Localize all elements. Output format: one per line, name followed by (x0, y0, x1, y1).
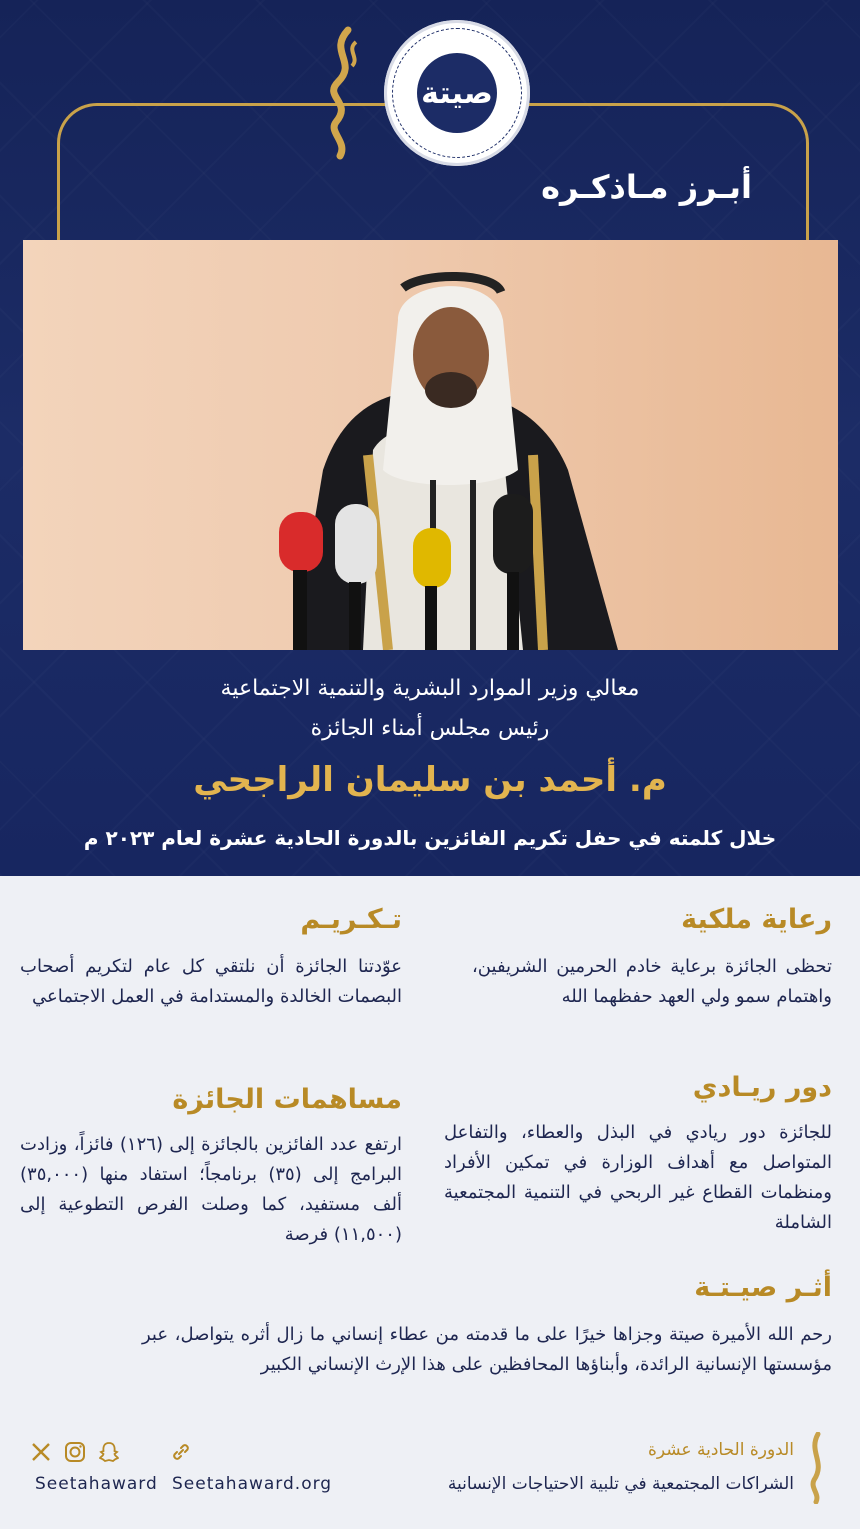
link-icon (170, 1441, 192, 1467)
section-heading: أبـرز مـاذكـره (541, 168, 752, 206)
caption-title: معالي وزير الموارد البشرية والتنمية الاجتماعية (220, 676, 640, 701)
event-description: خلال كلمته في حفل تكريم الفائزين بالدورة الحادية عشرة لعام ٢٠٢٣ م (83, 826, 777, 850)
quill-logo-icon (804, 1432, 830, 1504)
website-link[interactable]: Seetahaward.org (172, 1474, 333, 1494)
foundation-seal-logo (384, 20, 530, 166)
theme-label: الشراكات المجتمعية في تلبية الاحتياجات الإنسانية (447, 1474, 794, 1494)
royal-body: تحظى الجائزة برعاية خادم الحرمين الشريفين، واهتمام سمو ولي العهد حفظهما الله (472, 956, 832, 1007)
honor-body: عوّدتنا الجائزة أن نلتقي كل عام لتكريم أصحاب البصمات الخالدة والمستدامة في العمل الاجتماعي (20, 956, 402, 1007)
caption-role: رئيس مجلس أمناء الجائزة (310, 716, 550, 741)
calligraphy-logo-icon (318, 22, 368, 162)
seal-logo-text: صيتة (417, 53, 497, 133)
instagram-icon[interactable] (64, 1441, 86, 1467)
speaker-name: م. أحمد بن سليمان الراجحي (193, 760, 667, 800)
speaker-photo (23, 240, 838, 650)
contrib-title: مساهمات الجائزة (172, 1084, 402, 1115)
snapchat-icon[interactable] (98, 1441, 120, 1467)
royal-title: رعاية ملكية (681, 904, 832, 935)
leading-title: دور ريـادي (692, 1072, 832, 1103)
speaker-illustration (23, 240, 838, 650)
social-handle[interactable]: Seetahaward (35, 1474, 158, 1494)
leading-body: للجائزة دور ريادي في البذل والعطاء، والتفاعل المتواصل مع أهداف الوزارة في تمكين الأفراد ومنظمات القطاع غير الربحي في التنمية المجتمعية الشاملة (444, 1122, 832, 1233)
legacy-body: رحم الله الأميرة صيتة وجزاها خيرًا على ما قدمته من عطاء إنساني ما زال أثره يتواصل، عبر مؤسستها الإنسانية الرائدة، وأبناؤها المحافظين على هذا الإرث الإنساني الكبير (142, 1324, 832, 1375)
contrib-body: ارتفع عدد الفائزين بالجائزة إلى (١٢٦) فائزاً، وزادت البرامج إلى (٣٥) برنامجاً؛ استفاد منها (٣٥,٠٠٠) ألف مستفيد، كما وصلت الفرص التطوعية إلى (١١,٥٠٠) فرصة (20, 1134, 402, 1245)
legacy-title: أثـر صيـتـة (694, 1272, 832, 1303)
honor-title: تـكـريـم (300, 904, 402, 935)
edition-label: الدورة الحادية عشرة (647, 1440, 794, 1460)
x-twitter-icon[interactable] (30, 1441, 52, 1467)
